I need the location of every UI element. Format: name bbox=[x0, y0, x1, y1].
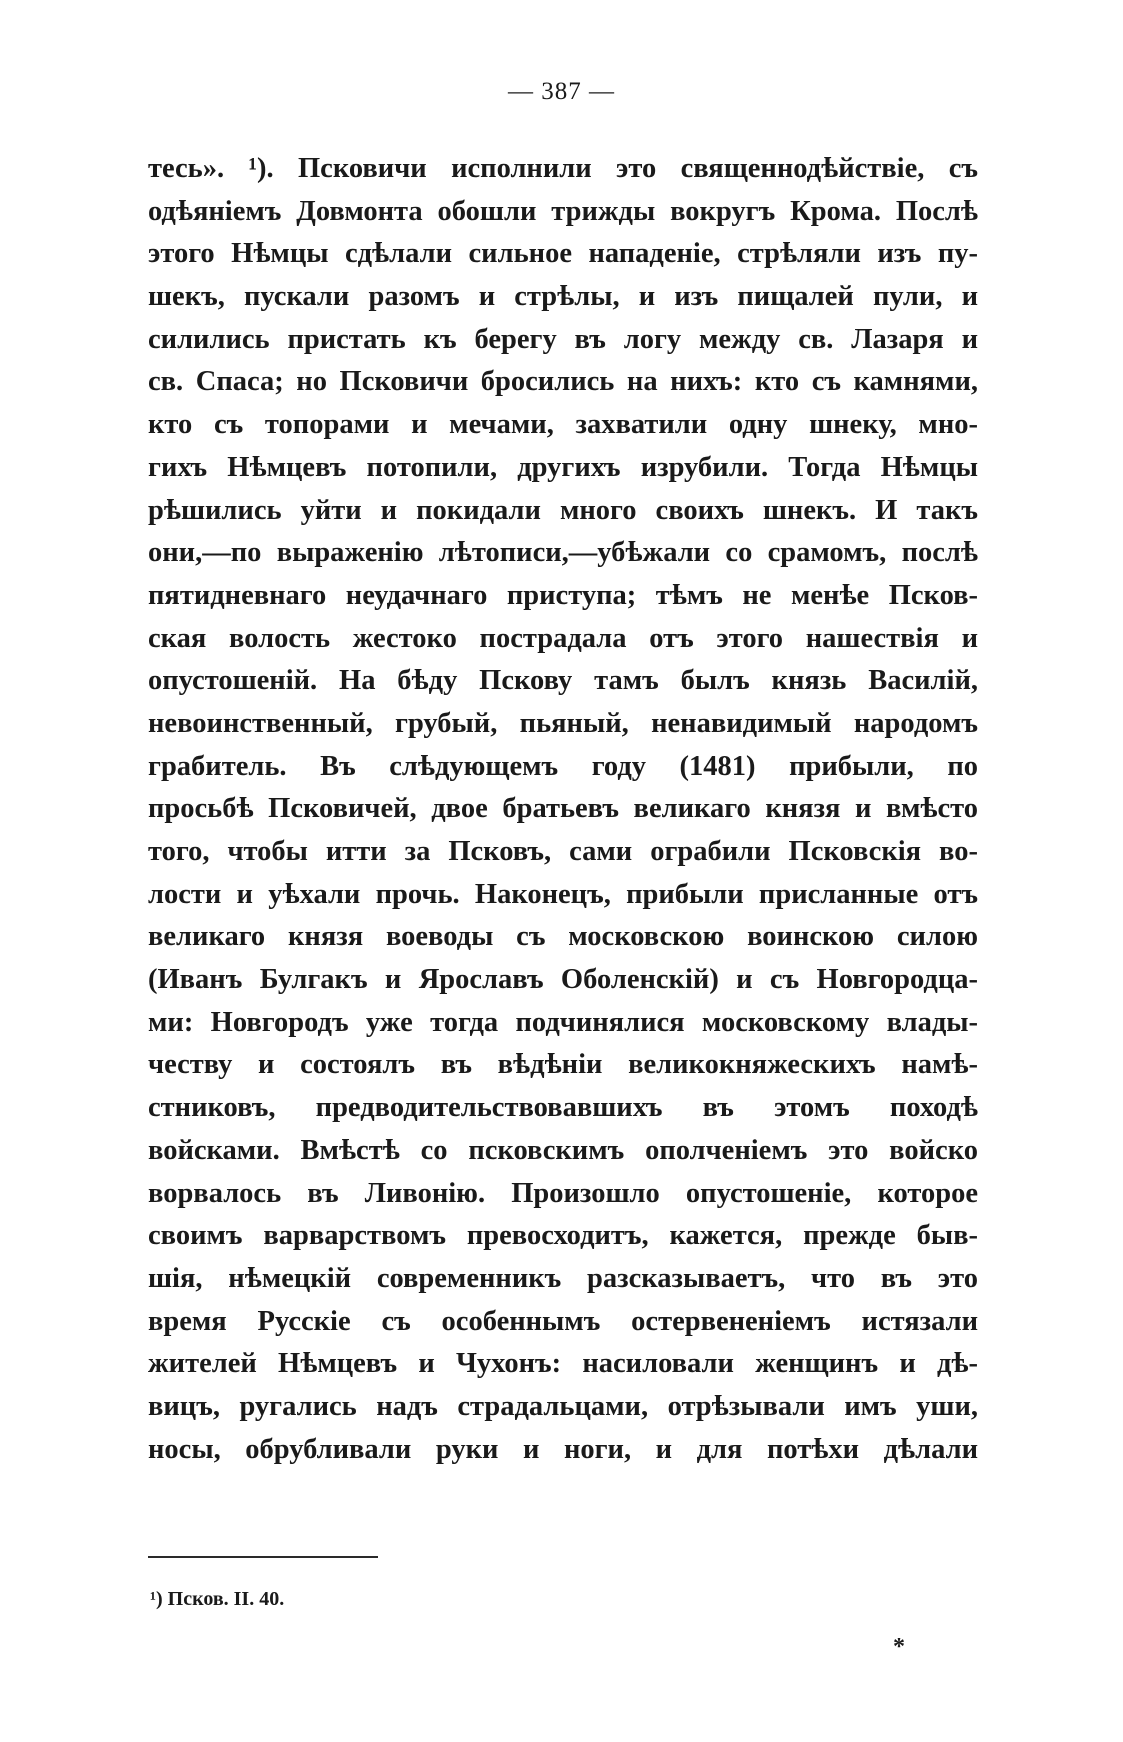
text-line: вицъ, ругались надъ страдальцами, отрѣзывали имъ уши, bbox=[148, 1390, 978, 1422]
text-line: время Русскіе съ особеннымъ остервененіемъ истязали bbox=[148, 1305, 978, 1337]
text-line: просьбѣ Псковичей, двое братьевъ великаго князя и вмѣсто bbox=[148, 793, 978, 825]
text-line: этого Нѣмцы сдѣлали сильное нападеніе, стрѣляли изъ пу- bbox=[148, 238, 978, 270]
text-line: честву и состоялъ въ вѣдѣніи великокняжескихъ намѣ- bbox=[148, 1049, 978, 1081]
text-line: кто съ топорами и мечами, захватили одну шнеку, мно- bbox=[148, 409, 978, 441]
text-line: рѣшились уйти и покидали много своихъ шнекъ. И такъ bbox=[148, 494, 978, 526]
text-line: они,—по выраженію лѣтописи,—убѣжали со срамомъ, послѣ bbox=[148, 537, 978, 569]
text-line: тесь». ¹). Псковичи исполнили это священнодѣйствіе, съ bbox=[148, 153, 978, 184]
text-line: шекъ, пускали разомъ и стрѣлы, и изъ пищалей пули, и bbox=[148, 281, 978, 313]
text-line: своимъ варварствомъ превосходитъ, кажется, прежде быв- bbox=[148, 1220, 978, 1252]
text-line: грабитель. Въ слѣдующемъ году (1481) прибыли, по bbox=[148, 750, 978, 782]
footnote: ¹) Псков. II. 40. bbox=[150, 1588, 285, 1610]
text-line: одѣяніемъ Довмонта обошли трижды вокругъ Крома. Послѣ bbox=[148, 195, 978, 227]
text-line: пятидневнаго неудачнаго приступа; тѣмъ не менѣе Псков- bbox=[148, 579, 978, 611]
body-text bbox=[148, 148, 978, 1471]
text-line: невоинственный, грубый, пьяный, ненавидимый народомъ bbox=[148, 707, 978, 739]
text-line: ми: Новгородъ уже тогда подчинялися московскому влады- bbox=[148, 1006, 978, 1038]
text-line: гихъ Нѣмцевъ потопили, другихъ изрубили. Тогда Нѣмцы bbox=[148, 451, 978, 483]
text-line: силились пристать къ берегу въ логу между св. Лазаря и bbox=[148, 323, 978, 355]
text-line: св. Спаса; но Псковичи бросились на нихъ: кто съ камнями, bbox=[148, 366, 978, 398]
text-line: ворвалось въ Ливонію. Произошло опустошеніе, которое bbox=[148, 1177, 978, 1209]
text-line: носы, обрубливали руки и ноги, и для потѣхи дѣлали bbox=[148, 1433, 978, 1465]
text-line: великаго князя воеводы съ московскою воинскою силою bbox=[148, 921, 978, 953]
page-number: — 387 — bbox=[508, 78, 615, 105]
text-line: стниковъ, предводительствовавшихъ въ этомъ походѣ bbox=[148, 1092, 978, 1124]
text-line: жителей Нѣмцевъ и Чухонъ: насиловали женщинъ и дѣ- bbox=[148, 1348, 978, 1380]
text-line: ская волость жестоко пострадала отъ этого нашествія и bbox=[148, 622, 978, 654]
signature-mark: * bbox=[893, 1634, 905, 1660]
text-line: того, чтобы итти за Псковъ, сами ограбили Псковскія во- bbox=[148, 836, 978, 867]
text-line: опустошеній. На бѣду Пскову тамъ былъ князь Василій, bbox=[148, 665, 978, 697]
footnote-divider bbox=[148, 1556, 378, 1558]
text-line: лости и уѣхали прочь. Наконецъ, прибыли присланные отъ bbox=[148, 878, 978, 910]
text-line: (Иванъ Булгакъ и Ярославъ Оболенскій) и съ Новгородца- bbox=[148, 964, 978, 996]
text-line: шія, нѣмецкій современникъ разсказываетъ, что въ это bbox=[148, 1262, 978, 1294]
text-line: войсками. Вмѣстѣ со псковскимъ ополченіемъ это войско bbox=[148, 1134, 978, 1166]
